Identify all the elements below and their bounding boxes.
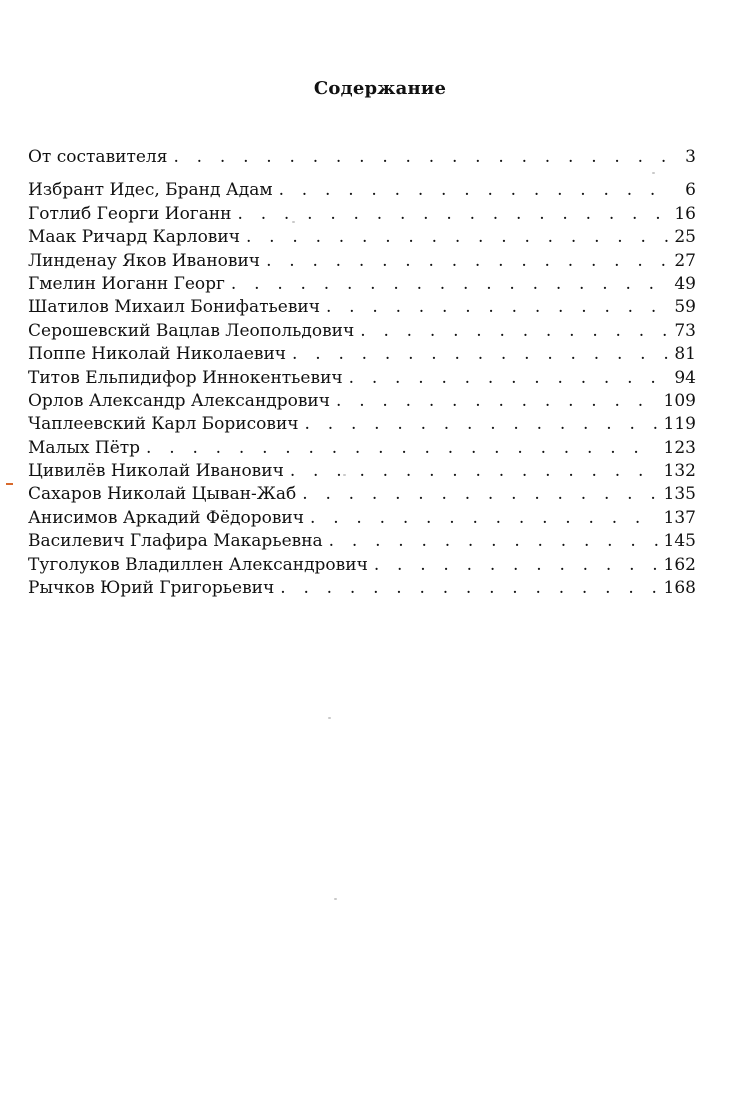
toc-entry-page: 59 — [674, 297, 696, 318]
toc-leader-dots — [173, 146, 668, 169]
toc-leader-dots — [329, 530, 658, 553]
scan-speck — [334, 898, 337, 900]
scan-speck — [292, 221, 295, 223]
scan-speck — [652, 172, 655, 174]
toc-entry-page: 145 — [663, 531, 696, 552]
toc-leader-dots — [374, 554, 658, 577]
toc-entry-page: 132 — [663, 461, 696, 482]
toc-entry-name: Шатилов Михаил Бонифатьевич — [28, 297, 320, 318]
toc-entry — [28, 554, 696, 577]
toc-entry-page: 73 — [674, 320, 696, 341]
toc-entry-page: 6 — [685, 180, 696, 201]
toc-entry-name: Линденау Яков Иванович — [28, 250, 261, 271]
toc-leader-dots — [146, 437, 658, 460]
toc-leader-dots — [280, 577, 657, 600]
toc-leader-dots — [246, 226, 668, 249]
toc-entry-name: Гмелин Иоганн Георг — [28, 273, 225, 294]
toc-entry-page: 137 — [663, 507, 696, 528]
toc-entry-page: 16 — [674, 203, 696, 224]
toc-entry-page: 119 — [663, 414, 696, 435]
toc-entry-name: Туголуков Владиллен Александрович — [28, 554, 368, 575]
toc-entry — [28, 460, 696, 483]
toc-entry-page: 123 — [663, 437, 696, 458]
toc-entry-name: Василевич Глафира Макарьевна — [28, 531, 323, 552]
toc-entry — [28, 203, 696, 226]
toc-leader-dots — [326, 296, 668, 319]
toc-entry-page: 94 — [674, 367, 696, 388]
toc-leader-dots — [231, 273, 668, 296]
toc-entry-name: Малых Пётр — [28, 437, 141, 458]
toc-leader-dots — [266, 250, 668, 273]
toc-leader-dots — [349, 367, 668, 390]
toc-entry-name: Орлов Александр Александрович — [28, 390, 330, 411]
margin-mark — [6, 483, 13, 485]
toc-leader-dots — [336, 390, 658, 413]
toc-entry — [28, 413, 696, 436]
toc-entry — [28, 507, 696, 530]
toc-entry — [28, 226, 696, 249]
toc-entry-page: 49 — [674, 273, 696, 294]
toc-entry-page: 135 — [663, 484, 696, 505]
page-title: Содержание — [313, 78, 447, 99]
toc-entry-name: Поппе Николай Николаевич — [28, 344, 287, 365]
toc-entry-name: Избрант Идес, Бранд Адам — [28, 180, 273, 201]
toc-entry — [28, 437, 696, 460]
toc-entry-page: 25 — [674, 227, 696, 248]
toc-entry-name: Рычков Юрий Григорьевич — [28, 578, 275, 599]
toc-entry-name: Титов Ельпидифор Иннокентьевич — [28, 367, 343, 388]
toc-entry — [28, 343, 696, 366]
toc-entry — [28, 577, 696, 600]
toc-entry-page: 168 — [663, 578, 696, 599]
toc-entry-name: От составителя — [28, 147, 168, 167]
toc-leader-dots — [302, 483, 657, 506]
toc-entry — [28, 390, 696, 413]
toc-entry-name: Готлиб Георги Иоганн — [28, 203, 232, 224]
toc-entry-name: Серошевский Вацлав Леопольдович — [28, 320, 355, 341]
toc-leader-dots — [310, 507, 658, 530]
toc-entry — [28, 530, 696, 553]
toc-entry — [28, 320, 696, 343]
toc-entry-name: Цивилёв Николай Иванович — [28, 461, 284, 482]
toc-leader-dots — [305, 413, 658, 436]
toc-entry-name: Маак Ричард Карлович — [28, 227, 240, 248]
table-of-contents — [28, 146, 696, 600]
toc-entry-name: Чаплеевский Карл Борисович — [28, 414, 299, 435]
toc-entry — [28, 146, 696, 169]
toc-entry — [28, 250, 696, 273]
toc-leader-dots — [292, 343, 668, 366]
toc-entry-page: 3 — [685, 147, 696, 167]
toc-leader-dots — [290, 460, 658, 483]
toc-leader-dots — [360, 320, 668, 343]
toc-entry-page: 109 — [663, 390, 696, 411]
toc-entry — [28, 367, 696, 390]
toc-entry-page: 27 — [674, 250, 696, 271]
toc-entry-page: 81 — [674, 344, 696, 365]
toc-entry-page: 162 — [663, 554, 696, 575]
toc-entry-name: Сахаров Николай Цыван-Жаб — [28, 484, 297, 505]
scan-speck — [328, 717, 331, 719]
toc-entry — [28, 273, 696, 296]
toc-entry — [28, 483, 696, 506]
scan-speck — [343, 474, 346, 476]
toc-leader-dots — [279, 179, 668, 202]
toc-entry — [28, 179, 696, 202]
toc-leader-dots — [238, 203, 668, 226]
toc-entry-name: Анисимов Аркадий Фёдорович — [28, 507, 305, 528]
toc-entry — [28, 296, 696, 319]
